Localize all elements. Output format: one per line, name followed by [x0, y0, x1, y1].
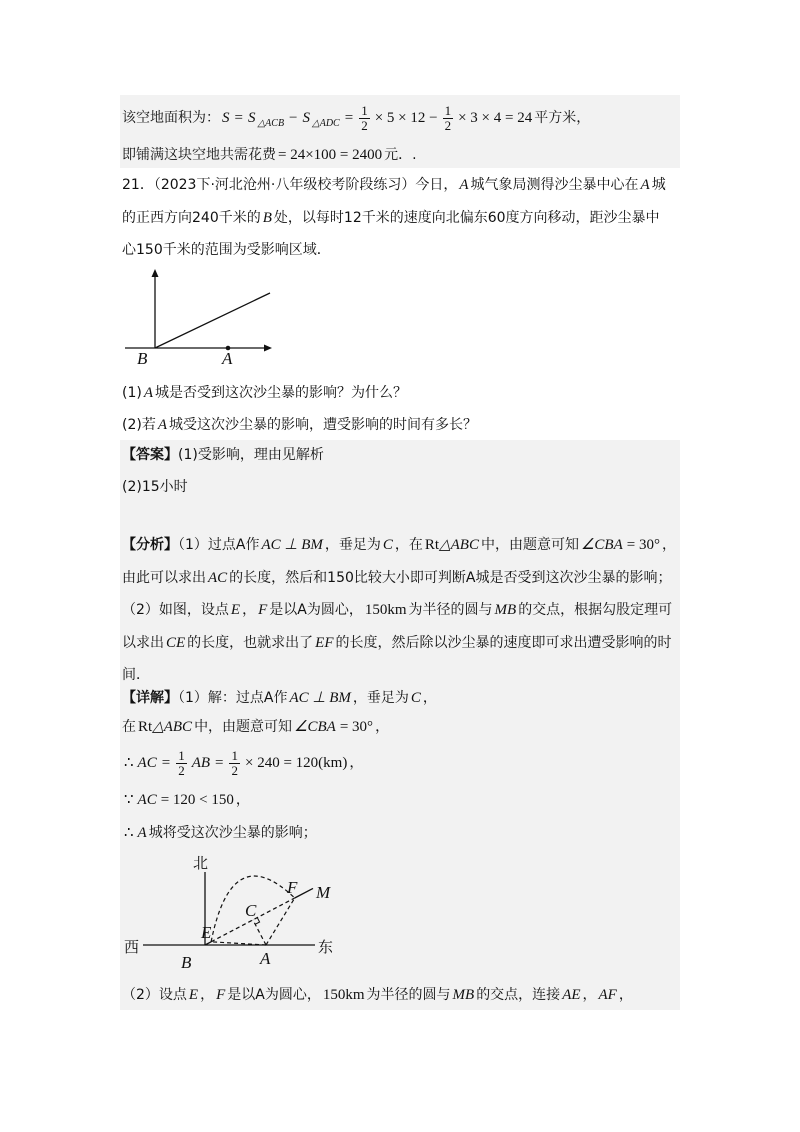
segment-ac [253, 920, 266, 945]
answer-line-1 [122, 445, 324, 465]
detail-tag: 【详解】 [122, 690, 178, 706]
fraction-numerator: 1 [178, 747, 185, 763]
math-var: C [410, 690, 421, 706]
math-expression: = 30° [339, 719, 374, 735]
question-figure [120, 265, 280, 370]
text-run: (2)15小时 [122, 479, 188, 495]
question-line-3 [122, 240, 331, 260]
math-expression: AB [191, 755, 211, 771]
text-run: 的交点，连接 [476, 987, 561, 1003]
fraction-numerator: 1 [361, 102, 368, 118]
answer-tag: 【答案】 [122, 447, 178, 463]
fraction-denominator: 2 [444, 117, 452, 133]
line-fm [295, 888, 313, 898]
solution-figure [115, 850, 340, 975]
text-run: （1）解：过点A作 [178, 690, 288, 706]
math-expression: = 120 < 150 [160, 792, 234, 808]
math-var: E [230, 602, 241, 618]
label-west: 西 [124, 938, 140, 956]
text-run: (1) [122, 385, 142, 401]
text-run: ， [200, 987, 215, 1003]
fraction-numerator: 1 [231, 747, 238, 763]
text-run: 该空地面积为： [122, 110, 220, 126]
detail-line-3 [122, 746, 363, 780]
label-m: M [316, 883, 331, 902]
area-formula-line [122, 101, 590, 135]
fraction-numerator: 1 [444, 102, 452, 118]
text-run: ， [618, 987, 633, 1003]
math-expression: AF [598, 987, 617, 1003]
math-expression: × 240 = 120(km) [244, 755, 348, 771]
detail-line-6 [122, 985, 633, 1005]
text-run: 的交点，根据勾股定理可 [518, 602, 673, 618]
math-expression: MB [494, 602, 517, 618]
text-run: ， [661, 537, 676, 553]
analysis-line-3 [122, 600, 672, 620]
text-run: 的长度，然后和150比较大小即可判断A城是否受到这次沙尘暴的影响； [229, 570, 672, 586]
text-run: （1）过点A作 [178, 537, 260, 553]
math-quantity: 150km [364, 602, 407, 618]
text-run: 即铺满这块空地共需花费 [122, 147, 276, 163]
math-var: B [262, 210, 272, 226]
analysis-tag: 【分析】 [122, 537, 178, 553]
math-operator: = [215, 755, 224, 771]
detail-line-2 [122, 717, 389, 737]
math-expression: △ABC [439, 537, 479, 553]
math-expression: CE [166, 635, 186, 651]
math-expression: AC [137, 792, 157, 808]
question-part-1 [122, 383, 407, 403]
fraction [359, 104, 370, 133]
text-run: ， [582, 987, 597, 1003]
text-run: （2）设点 [122, 987, 187, 1003]
text-run: 城受这次沙尘暴的影响，遭受影响的时间有多长？ [169, 417, 478, 433]
answer-line-2 [122, 477, 188, 497]
question-line-1 [122, 175, 666, 195]
analysis-line-4 [122, 633, 672, 653]
math-var: E [188, 987, 199, 1003]
text-run: （2）如图，设点 [122, 602, 229, 618]
cost-line [122, 145, 417, 165]
math-expression: △ABC [152, 719, 193, 735]
analysis-line-1 [122, 535, 676, 555]
math-var: A [157, 417, 168, 433]
label-b: B [181, 953, 192, 972]
question-part-2 [122, 415, 477, 435]
math-subscript: △ADC [312, 118, 340, 129]
math-var: F [258, 602, 268, 618]
math-var: S [302, 110, 311, 126]
math-operator: = [344, 110, 354, 126]
analysis-line-2 [122, 568, 671, 588]
math-var: S [247, 110, 256, 126]
text-run: 由此可以求出 [122, 570, 206, 586]
label-north: 北 [193, 854, 209, 872]
math-var: A [459, 177, 469, 193]
text-run: 城 [651, 177, 666, 193]
math-text: Rt [138, 719, 153, 735]
math-expression: AC ⊥ BM [261, 537, 323, 553]
text-run: 为半径的圆与 [366, 987, 451, 1003]
math-expression: = 30° [626, 537, 660, 553]
because-symbol: ∵ [124, 792, 134, 808]
text-run: 城是否受到这次沙尘暴的影响？为什么？ [155, 385, 408, 401]
text-run: 城将受这次沙尘暴的影响； [148, 825, 317, 841]
text-run: 中，由题意可知 [480, 537, 579, 553]
therefore-symbol: ∴ [124, 755, 134, 771]
text-run: 是以A为圆心， [269, 602, 363, 618]
label-east: 东 [318, 938, 334, 956]
math-var: S [222, 110, 230, 126]
text-run: ， [422, 690, 437, 706]
text-run: 处，以每时12千米的速度向北偏东60度方向移动，距沙尘暴中 [273, 210, 660, 226]
fraction-denominator: 2 [361, 117, 368, 133]
text-run: ， [375, 719, 390, 735]
text-run: 心150千米的范围为受影响区域． [122, 242, 331, 258]
fraction [229, 749, 240, 778]
math-quantity: 150km [322, 987, 365, 1003]
text-run: ， [242, 602, 257, 618]
label-f: F [287, 878, 298, 897]
text-run: 以求出 [122, 635, 164, 651]
math-var: A [137, 825, 147, 841]
label-a: A [260, 949, 271, 968]
fraction [443, 104, 454, 133]
fraction-denominator: 2 [231, 762, 238, 778]
text-run: ，垂足为 [324, 537, 381, 553]
text-run: 21．（2023下·河北沧州·八年级校考阶段练习）今日， [122, 177, 458, 193]
math-expression: × 3 × 4 = 24 [458, 110, 533, 126]
label-a: A [222, 349, 233, 368]
text-run: 为半径的圆与 [408, 602, 493, 618]
detail-line-1 [122, 688, 437, 708]
math-expression: × 5 × 12 − [374, 110, 438, 126]
text-run: (1)受影响，理由见解析 [178, 447, 324, 463]
math-expression: AE [562, 987, 581, 1003]
math-var: A [143, 385, 154, 401]
text-run: ，在 [394, 537, 423, 553]
math-expression: = 24×100 = 2400 [278, 147, 383, 163]
text-run: ， [235, 792, 250, 808]
text-run: 平方米， [534, 110, 591, 126]
math-expression: AC [137, 755, 157, 771]
text-run: ，垂足为 [352, 690, 409, 706]
text-run: 的长度，也就求出了 [187, 635, 314, 651]
math-var: A [640, 177, 650, 193]
math-var: C [382, 537, 393, 553]
detail-line-4 [122, 790, 250, 810]
text-run: 在 [122, 719, 136, 735]
storm-path-ray [155, 293, 270, 348]
text-run: 间． [122, 667, 150, 683]
math-expression: AC [208, 570, 228, 586]
label-b: B [137, 349, 148, 368]
label-c: C [245, 901, 257, 920]
math-expression: ∠CBA [294, 719, 336, 735]
therefore-symbol: ∴ [124, 825, 134, 841]
horizontal-axis-arrow [264, 345, 272, 352]
text-run: 的正西方向240千米的 [122, 210, 261, 226]
fraction-denominator: 2 [178, 762, 185, 778]
text-run: (2)若 [122, 417, 156, 433]
text-run: 城气象局测得沙尘暴中心在 [470, 177, 639, 193]
vertical-axis-arrow [152, 269, 159, 277]
math-subscript: △ACB [257, 118, 285, 129]
math-expression: AC ⊥ BM [289, 690, 351, 706]
analysis-line-5 [122, 665, 150, 685]
text-run: 是以A为圆心， [227, 987, 321, 1003]
math-operator: − [289, 110, 298, 126]
detail-line-5 [122, 823, 317, 843]
text-run: 的长度，然后除以沙尘暴的速度即可求出遭受影响的时 [335, 635, 672, 651]
fraction [176, 749, 187, 778]
text-run: 元．. [384, 147, 417, 163]
math-operator: = [234, 110, 243, 126]
math-var: F [216, 987, 226, 1003]
math-text: Rt [424, 537, 440, 553]
question-line-2 [122, 208, 660, 228]
math-expression: EF [315, 635, 334, 651]
text-run: ， [349, 755, 364, 771]
math-expression: ∠CBA [580, 537, 623, 553]
math-expression: MB [452, 987, 475, 1003]
label-e: E [201, 923, 212, 942]
math-operator: = [161, 755, 171, 771]
text-run: 中，由题意可知 [194, 719, 293, 735]
